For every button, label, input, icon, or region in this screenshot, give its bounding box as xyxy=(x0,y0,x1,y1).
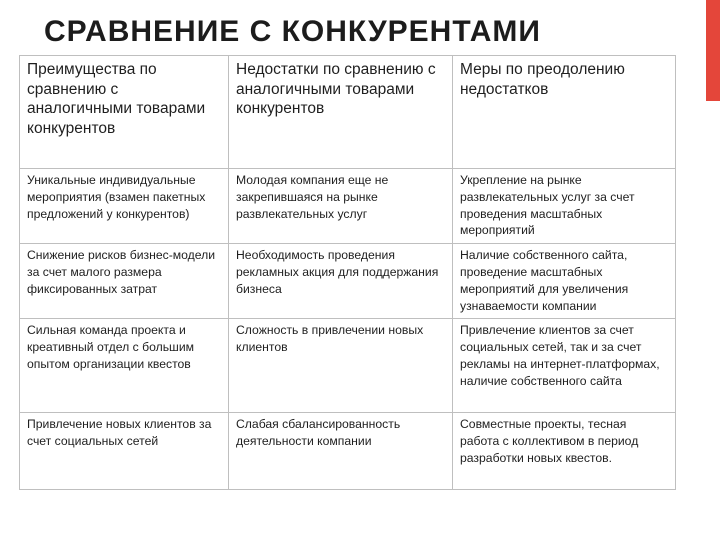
table-cell: Сложность в привлечении новых клиентов xyxy=(229,319,453,413)
table-cell: Наличие собственного сайта, проведение масштабных мероприятий для увеличения узнаваемости компании xyxy=(453,244,676,319)
header-measures: Меры по преодолению недостатков xyxy=(453,56,676,169)
table-cell: Укрепление на рынке развлекательных услуг за счет проведения масштабных мероприятий xyxy=(453,169,676,244)
table-cell: Сильная команда проекта и креативный отдел с большим опытом организации квестов xyxy=(20,319,229,413)
table-cell: Уникальные индивидуальные мероприятия (взамен пакетных предложений у конкурентов) xyxy=(20,169,229,244)
table-row xyxy=(20,169,676,244)
comparison-table xyxy=(19,55,676,490)
header-advantages: Преимущества по сравнению с аналогичными товарами конкурентов xyxy=(20,56,229,169)
table-row xyxy=(20,244,676,319)
table-row xyxy=(20,413,676,490)
table-row xyxy=(20,319,676,413)
table-header-row xyxy=(20,56,676,169)
table-cell: Снижение рисков бизнес-модели за счет малого размера фиксированных затрат xyxy=(20,244,229,319)
header-disadvantages: Недостатки по сравнению с аналогичными товарами конкурентов xyxy=(229,56,453,169)
table-cell: Молодая компания еще не закрепившаяся на рынке развлекательных услуг xyxy=(229,169,453,244)
slide-title: СРАВНЕНИЕ С КОНКУРЕНТАМИ xyxy=(44,15,541,48)
table-cell: Слабая сбалансированность деятельности компании xyxy=(229,413,453,490)
table-cell: Привлечение клиентов за счет социальных сетей, так и за счет рекламы на интернет-платформах, наличие собственного сайта xyxy=(453,319,676,413)
accent-bar xyxy=(706,0,720,101)
table-cell: Необходимость проведения рекламных акция для поддержания бизнеса xyxy=(229,244,453,319)
table-cell: Совместные проекты, тесная работа с коллективом в период разработки новых квестов. xyxy=(453,413,676,490)
table-cell: Привлечение новых клиентов за счет социальных сетей xyxy=(20,413,229,490)
